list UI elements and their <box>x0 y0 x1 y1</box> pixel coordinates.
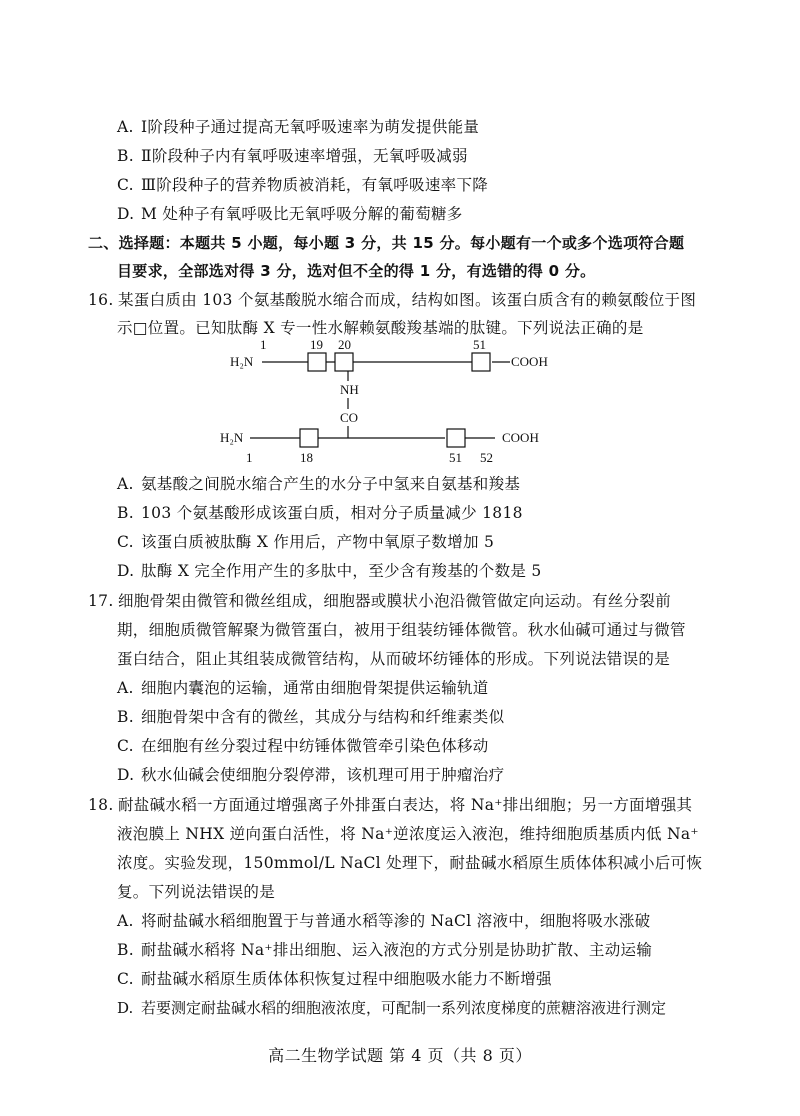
option-text: M 处种子有氧呼吸比无氧呼吸分解的葡萄糖多 <box>141 205 463 223</box>
q16-option-b <box>117 503 523 523</box>
option-letter: D. <box>117 766 135 784</box>
bottom-cooh: COOH <box>502 430 539 445</box>
option-text: Ⅱ阶段种子内有氧呼吸速率增强，无氧呼吸减弱 <box>141 147 468 165</box>
option-letter: C. <box>117 970 134 988</box>
q15-option-c <box>117 175 488 195</box>
bottom-label-52: 52 <box>480 450 493 465</box>
q18-stem-line2: 液泡膜上 NHX 逆向蛋白活性，将 Na⁺逆浓度运入液泡，维持细胞质基质内低 Na⁺ <box>117 825 699 843</box>
q15-option-d <box>117 204 463 224</box>
option-letter: B. <box>117 504 134 522</box>
option-letter: A. <box>117 475 134 493</box>
residue-box <box>335 353 353 371</box>
q16-stem-line2: 示□位置。已知肽酶 X 专一性水解赖氨酸羧基端的肽键。下列说法正确的是 <box>117 319 644 337</box>
option-letter: C. <box>117 737 134 755</box>
stem-text: 耐盐碱水稻一方面通过增强离子外排蛋白表达，将 Na⁺排出细胞；另一方面增强其 <box>118 796 693 814</box>
option-text: 若要测定耐盐碱水稻的细胞液浓度，可配制一系列浓度梯度的蔗糖溶液进行测定 <box>141 999 667 1017</box>
bottom-n-terminus: H₂N <box>220 430 244 445</box>
q18-option-d <box>117 998 666 1018</box>
residue-box <box>300 429 318 447</box>
option-text: 秋水仙碱会使细胞分裂停滞，该机理可用于肿瘤治疗 <box>141 766 505 784</box>
option-text: 细胞内囊泡的运输，通常由细胞骨架提供运输轨道 <box>141 679 489 697</box>
q17-option-a <box>117 678 489 698</box>
option-letter: C. <box>117 176 134 194</box>
q18-option-c <box>117 969 552 989</box>
option-text: 耐盐碱水稻将 Na⁺排出细胞、运入液泡的方式分别是协助扩散、主动运输 <box>141 941 653 959</box>
option-letter: B. <box>117 941 134 959</box>
option-text: 将耐盐碱水稻细胞置于与普通水稻等渗的 NaCl 溶液中，细胞将吸水涨破 <box>141 912 651 930</box>
option-letter: D. <box>117 999 134 1017</box>
section2-header-line1: 二、选择题：本题共 5 小题，每小题 3 分，共 15 分。每小题有一个或多个选项符合题 <box>88 234 685 252</box>
option-letter: A. <box>117 679 134 697</box>
bottom-label-51: 51 <box>449 450 462 465</box>
option-letter: A. <box>117 118 134 136</box>
top-cooh: COOH <box>511 354 548 369</box>
q17-stem-line3: 蛋白结合，阻止其组装成微管结构，从而破坏纺锤体的形成。下列说法错误的是 <box>117 650 671 668</box>
option-text: 103 个氨基酸形成该蛋白质，相对分子质量减少 1818 <box>141 504 523 522</box>
option-text: 细胞骨架中含有的微丝，其成分与结构和纤维素类似 <box>141 708 505 726</box>
option-text: 肽酶 X 完全作用产生的多肽中，至少含有羧基的个数是 5 <box>141 562 542 580</box>
section2-header-line2: 目要求，全部选对得 3 分，选对但不全的得 1 分，有选错的得 0 分。 <box>117 262 596 280</box>
bottom-label-1: 1 <box>246 450 253 465</box>
q17-stem-line2: 期，细胞质微管解聚为微管蛋白，被用于组装纺锤体微管。秋水仙碱可通过与微管 <box>117 621 686 639</box>
stem-text: 细胞骨架由微管和微丝组成，细胞器或膜状小泡沿微管做定向运动。有丝分裂前 <box>118 592 672 610</box>
option-letter: B. <box>117 147 134 165</box>
residue-box <box>472 353 490 371</box>
q15-option-a <box>117 117 479 137</box>
q18-option-b <box>117 940 652 960</box>
page-footer: 高二生物学试题 第 4 页（共 8 页） <box>268 1046 532 1065</box>
q17-stem-line1 <box>88 591 671 611</box>
option-text: Ⅰ阶段种子通过提高无氧呼吸速率为萌发提供能量 <box>141 118 480 136</box>
q17-option-d <box>117 765 504 785</box>
q16-stem-line1 <box>88 290 696 310</box>
option-letter: D. <box>117 562 135 580</box>
question-number: 16. <box>88 291 114 309</box>
q15-option-b <box>117 146 468 166</box>
option-letter: D. <box>117 205 135 223</box>
option-text: 氨基酸之间脱水缩合产生的水分子中氢来自氨基和羧基 <box>141 475 521 493</box>
protein-structure-diagram <box>0 340 800 465</box>
option-letter: C. <box>117 533 134 551</box>
q17-option-c <box>117 736 489 756</box>
stem-text: 某蛋白质由 103 个氨基酸脱水缩合而成，结构如图。该蛋白质含有的赖氨酸位于图 <box>118 291 697 309</box>
question-number: 17. <box>88 592 114 610</box>
option-text: 耐盐碱水稻原生质体体积恢复过程中细胞吸水能力不断增强 <box>141 970 552 988</box>
nh-label: NH <box>340 382 359 397</box>
q16-option-a <box>117 474 520 494</box>
q17-option-b <box>117 707 504 727</box>
q16-option-d <box>117 561 542 581</box>
q18-stem-line4: 复。下列说法错误的是 <box>117 883 276 901</box>
residue-box <box>308 353 326 371</box>
top-label-51: 51 <box>473 340 486 352</box>
option-text: 在细胞有丝分裂过程中纺锤体微管牵引染色体移动 <box>141 737 489 755</box>
q16-option-c <box>117 532 494 552</box>
residue-box <box>447 429 465 447</box>
bottom-label-18: 18 <box>300 450 313 465</box>
top-label-19: 19 <box>310 340 323 352</box>
option-letter: B. <box>117 708 134 726</box>
option-text: Ⅲ阶段种子的营养物质被消耗，有氧呼吸速率下降 <box>141 176 489 194</box>
q18-stem-line1 <box>88 795 692 815</box>
co-label: CO <box>340 410 359 425</box>
top-n-terminus: H₂N <box>230 354 254 369</box>
top-label-20: 20 <box>338 340 351 352</box>
q18-option-a <box>117 911 650 931</box>
option-letter: A. <box>117 912 134 930</box>
top-label-1: 1 <box>260 340 267 352</box>
option-text: 该蛋白质被肽酶 X 作用后，产物中氧原子数增加 5 <box>141 533 495 551</box>
q18-stem-line3: 浓度。实验发现，150mmol/L NaCl 处理下，耐盐碱水稻原生质体体积减小后可恢 <box>117 854 703 872</box>
question-number: 18. <box>88 796 114 814</box>
